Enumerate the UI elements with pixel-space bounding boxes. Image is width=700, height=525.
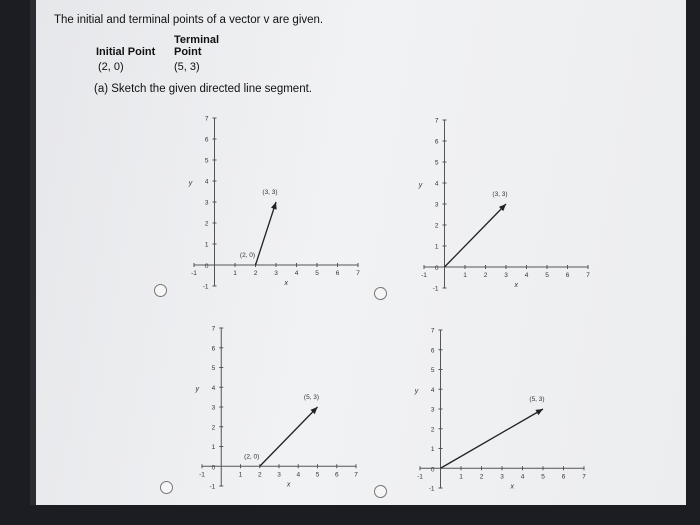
graph-option-c bbox=[164, 318, 364, 498]
y-tick-label: 6 bbox=[204, 136, 209, 144]
x-tick-label: 7 bbox=[586, 272, 590, 279]
x-tick-label: 2 bbox=[257, 471, 262, 479]
initial-point-label: (2, 0) bbox=[239, 252, 256, 259]
initial-point-label: (2, 0) bbox=[244, 453, 260, 461]
origin-label: 0 bbox=[211, 464, 216, 472]
x-tick-label: 3 bbox=[500, 473, 504, 481]
x-tick-label: 5 bbox=[315, 270, 319, 277]
x-tick-label: 5 bbox=[541, 473, 545, 481]
initial-point-header: Initial Point bbox=[96, 46, 156, 58]
origin-label: 0 bbox=[434, 265, 439, 272]
y-tick-label: 7 bbox=[204, 115, 209, 123]
x-axis-label: x bbox=[514, 282, 518, 289]
terminal-point-value: (5, 3) bbox=[174, 61, 200, 73]
x-tick-label: 3 bbox=[504, 272, 508, 279]
terminal-point-label: (3, 3) bbox=[492, 191, 508, 198]
y-tick-label: 7 bbox=[430, 327, 435, 335]
vector-segment bbox=[256, 202, 277, 265]
y-tick-label: 1 bbox=[434, 243, 439, 251]
x-tick-label: 1 bbox=[459, 473, 463, 481]
y-tick-label: 3 bbox=[204, 199, 209, 207]
problem-statement: The initial and terminal points of a vector v are given. bbox=[54, 14, 324, 26]
y-tick-label: 5 bbox=[434, 159, 439, 167]
y-tick-label: 1 bbox=[204, 241, 209, 249]
x-axis-label: x bbox=[286, 481, 291, 489]
terminal-point-header: Point bbox=[174, 46, 202, 58]
graph-option-a bbox=[156, 108, 366, 298]
y-tick-label: -1 bbox=[202, 283, 209, 291]
terminal-header: Terminal bbox=[174, 34, 220, 46]
y-tick-label: 4 bbox=[204, 178, 209, 186]
y-axis-label: y bbox=[188, 180, 193, 188]
terminal-point-label: (5, 3) bbox=[303, 394, 320, 401]
y-tick-label: 3 bbox=[434, 201, 439, 209]
x-tick-label: 7 bbox=[582, 473, 586, 481]
y-tick-label: 1 bbox=[430, 446, 435, 453]
x-tick-label: -1 bbox=[417, 473, 423, 481]
y-tick-label: -1 bbox=[209, 483, 216, 491]
y-axis-label: y bbox=[414, 388, 419, 396]
x-tick-label: 6 bbox=[561, 473, 566, 481]
part-a-prompt: (a) Sketch the given directed line segment. bbox=[94, 83, 312, 95]
vector-segment bbox=[260, 407, 318, 466]
y-tick-label: 2 bbox=[211, 424, 216, 432]
y-tick-label: 5 bbox=[211, 365, 216, 372]
x-tick-label: -1 bbox=[199, 471, 205, 479]
vector-arrowhead bbox=[271, 202, 277, 210]
vector-segment bbox=[441, 409, 544, 468]
graph-option-d bbox=[382, 320, 592, 500]
origin-label: 0 bbox=[430, 466, 435, 474]
y-tick-label: 7 bbox=[211, 325, 216, 333]
x-tick-label: 2 bbox=[483, 272, 488, 279]
x-tick-label: 7 bbox=[356, 270, 360, 277]
y-tick-label: -1 bbox=[432, 285, 439, 293]
x-axis-label: x bbox=[510, 483, 514, 491]
y-tick-label: 1 bbox=[211, 444, 216, 451]
x-tick-label: 4 bbox=[294, 270, 299, 277]
y-tick-label: 2 bbox=[434, 222, 439, 230]
x-tick-label: 5 bbox=[315, 471, 320, 479]
x-tick-label: 2 bbox=[479, 473, 484, 481]
x-tick-label: -1 bbox=[191, 270, 197, 277]
y-tick-label: 6 bbox=[211, 345, 216, 353]
y-tick-label: -1 bbox=[428, 485, 435, 493]
y-tick-label: 6 bbox=[430, 347, 435, 355]
x-tick-label: 4 bbox=[520, 473, 525, 481]
origin-label: 0 bbox=[204, 263, 209, 270]
x-tick-label: 6 bbox=[565, 272, 570, 279]
terminal-point-label: (3, 3) bbox=[262, 189, 278, 196]
y-tick-label: 5 bbox=[430, 367, 435, 374]
x-tick-label: -1 bbox=[421, 272, 427, 279]
x-tick-label: 3 bbox=[277, 471, 281, 479]
x-tick-label: 6 bbox=[334, 471, 339, 479]
graph-option-b bbox=[386, 110, 596, 300]
x-tick-label: 3 bbox=[274, 270, 278, 277]
x-tick-label: 2 bbox=[253, 270, 258, 277]
y-tick-label: 7 bbox=[434, 117, 439, 125]
initial-point-value: (2, 0) bbox=[98, 61, 124, 73]
x-tick-label: 1 bbox=[233, 270, 237, 277]
y-tick-label: 6 bbox=[434, 138, 439, 146]
y-tick-label: 4 bbox=[211, 384, 216, 392]
x-tick-label: 6 bbox=[335, 270, 340, 277]
y-tick-label: 2 bbox=[430, 426, 435, 434]
y-tick-label: 2 bbox=[204, 220, 209, 228]
terminal-point-label: (5, 3) bbox=[529, 396, 545, 403]
y-tick-label: 4 bbox=[430, 386, 435, 394]
x-tick-label: 7 bbox=[354, 471, 358, 479]
x-tick-label: 4 bbox=[296, 471, 301, 479]
y-axis-label: y bbox=[418, 182, 423, 190]
screen bbox=[30, 0, 686, 505]
vector-segment bbox=[445, 204, 507, 267]
x-tick-label: 4 bbox=[524, 272, 529, 279]
y-tick-label: 5 bbox=[204, 157, 209, 165]
x-tick-label: 1 bbox=[238, 471, 243, 479]
x-tick-label: 5 bbox=[545, 272, 549, 279]
x-tick-label: 1 bbox=[463, 272, 467, 279]
y-tick-label: 3 bbox=[430, 406, 435, 414]
y-tick-label: 4 bbox=[434, 180, 439, 188]
x-axis-label: x bbox=[284, 280, 288, 287]
y-axis-label: y bbox=[195, 386, 199, 394]
y-tick-label: 3 bbox=[211, 404, 216, 412]
